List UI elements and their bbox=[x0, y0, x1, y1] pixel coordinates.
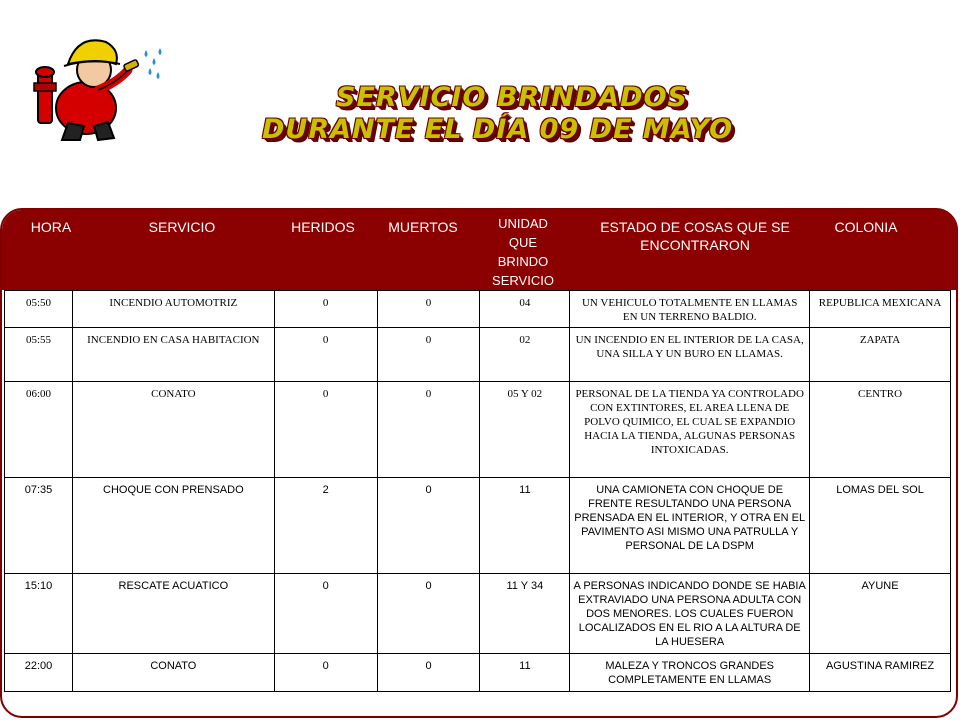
cell-hora: 15:10 bbox=[5, 574, 73, 654]
table-row bbox=[5, 654, 951, 692]
table-row bbox=[5, 328, 951, 382]
cell-colonia: LOMAS DEL SOL bbox=[810, 478, 951, 574]
services-table bbox=[4, 290, 951, 692]
cell-heridos: 0 bbox=[274, 328, 377, 382]
table-row bbox=[5, 478, 951, 574]
cell-servicio: RESCATE ACUATICO bbox=[72, 574, 274, 654]
cell-heridos: 2 bbox=[274, 478, 377, 574]
cell-servicio: CONATO bbox=[72, 382, 274, 478]
cell-hora: 07:35 bbox=[5, 478, 73, 574]
cell-heridos: 0 bbox=[274, 574, 377, 654]
header-servicio: SERVICIO bbox=[148, 219, 216, 235]
cell-estado: PERSONAL DE LA TIENDA YA CONTROLADO CON EXTINTORES, EL AREA LLENA DE POLVO QUIMICO, EL CUAL SE EXPANDIO HACIA LA TIENDA, ALGUNAS PERSONAS INTOXICADAS. bbox=[570, 382, 810, 478]
cell-hora: 06:00 bbox=[5, 382, 73, 478]
cell-servicio: CHOQUE CON PRENSADO bbox=[72, 478, 274, 574]
table-row bbox=[5, 382, 951, 478]
cell-hora: 22:00 bbox=[5, 654, 73, 692]
cell-estado: UN INCENDIO EN EL INTERIOR DE LA CASA, UNA SILLA Y UN BURO EN LLAMAS. bbox=[570, 328, 810, 382]
header-heridos: HERIDOS bbox=[291, 219, 355, 235]
cell-colonia: AGUSTINA RAMIREZ bbox=[810, 654, 951, 692]
cell-muertos: 0 bbox=[377, 328, 480, 382]
cell-unidad: 11 bbox=[480, 478, 570, 574]
cell-unidad: 04 bbox=[480, 291, 570, 328]
header-hora: HORA bbox=[30, 219, 72, 235]
cell-unidad: 11 bbox=[480, 654, 570, 692]
table-row bbox=[5, 291, 951, 328]
title-line-2: DURANTE EL DÍA 09 DE MAYO bbox=[262, 114, 734, 145]
cell-unidad: 05 Y 02 bbox=[480, 382, 570, 478]
cell-unidad: 11 Y 34 bbox=[480, 574, 570, 654]
title-line-1: SERVICIO BRINDADOS bbox=[336, 82, 688, 113]
table-row bbox=[5, 574, 951, 654]
cell-colonia: ZAPATA bbox=[810, 328, 951, 382]
cell-hora: 05:55 bbox=[5, 328, 73, 382]
cell-colonia: CENTRO bbox=[810, 382, 951, 478]
cell-colonia: AYUNE bbox=[810, 574, 951, 654]
cell-heridos: 0 bbox=[274, 382, 377, 478]
cell-servicio: CONATO bbox=[72, 654, 274, 692]
cell-servicio: INCENDIO AUTOMOTRIZ bbox=[72, 291, 274, 328]
cell-muertos: 0 bbox=[377, 382, 480, 478]
cell-estado: A PERSONAS INDICANDO DONDE SE HABIA EXTRAVIADO UNA PERSONA ADULTA CON DOS MENORES. LOS CUALES FUERON LOCALIZADOS EN EL RIO A LA ALTURA DE LA HUESERA bbox=[570, 574, 810, 654]
table-header bbox=[2, 210, 958, 290]
cell-muertos: 0 bbox=[377, 291, 480, 328]
cell-muertos: 0 bbox=[377, 654, 480, 692]
cell-estado: UN VEHICULO TOTALMENTE EN LLAMAS EN UN TERRENO BALDIO. bbox=[570, 291, 810, 328]
header-estado: ESTADO DE COSAS QUE SE ENCONTRARON bbox=[600, 219, 790, 253]
cell-estado: UNA CAMIONETA CON CHOQUE DE FRENTE RESULTANDO UNA PERSONA PRENSADA EN EL INTERIOR, Y OTRA EN EL PAVIMENTO ASI MISMO UNA PATRULLA Y PERSONAL DE LA DSPM bbox=[570, 478, 810, 574]
cell-heridos: 0 bbox=[274, 291, 377, 328]
cell-colonia: REPUBLICA MEXICANA bbox=[810, 291, 951, 328]
cell-hora: 05:50 bbox=[5, 291, 73, 328]
cell-heridos: 0 bbox=[274, 654, 377, 692]
firefighter-with-hose-icon bbox=[28, 28, 168, 148]
cell-muertos: 0 bbox=[377, 478, 480, 574]
cell-muertos: 0 bbox=[377, 574, 480, 654]
header-colonia: COLONIA bbox=[834, 219, 898, 235]
header-muertos: MUERTOS bbox=[388, 219, 458, 235]
page-title bbox=[230, 78, 850, 158]
cell-servicio: INCENDIO EN CASA HABITACION bbox=[72, 328, 274, 382]
header-unidad: UNIDAD QUE BRINDO SERVICIO bbox=[492, 216, 554, 288]
cell-unidad: 02 bbox=[480, 328, 570, 382]
cell-estado: MALEZA Y TRONCOS GRANDES COMPLETAMENTE EN LLAMAS bbox=[570, 654, 810, 692]
